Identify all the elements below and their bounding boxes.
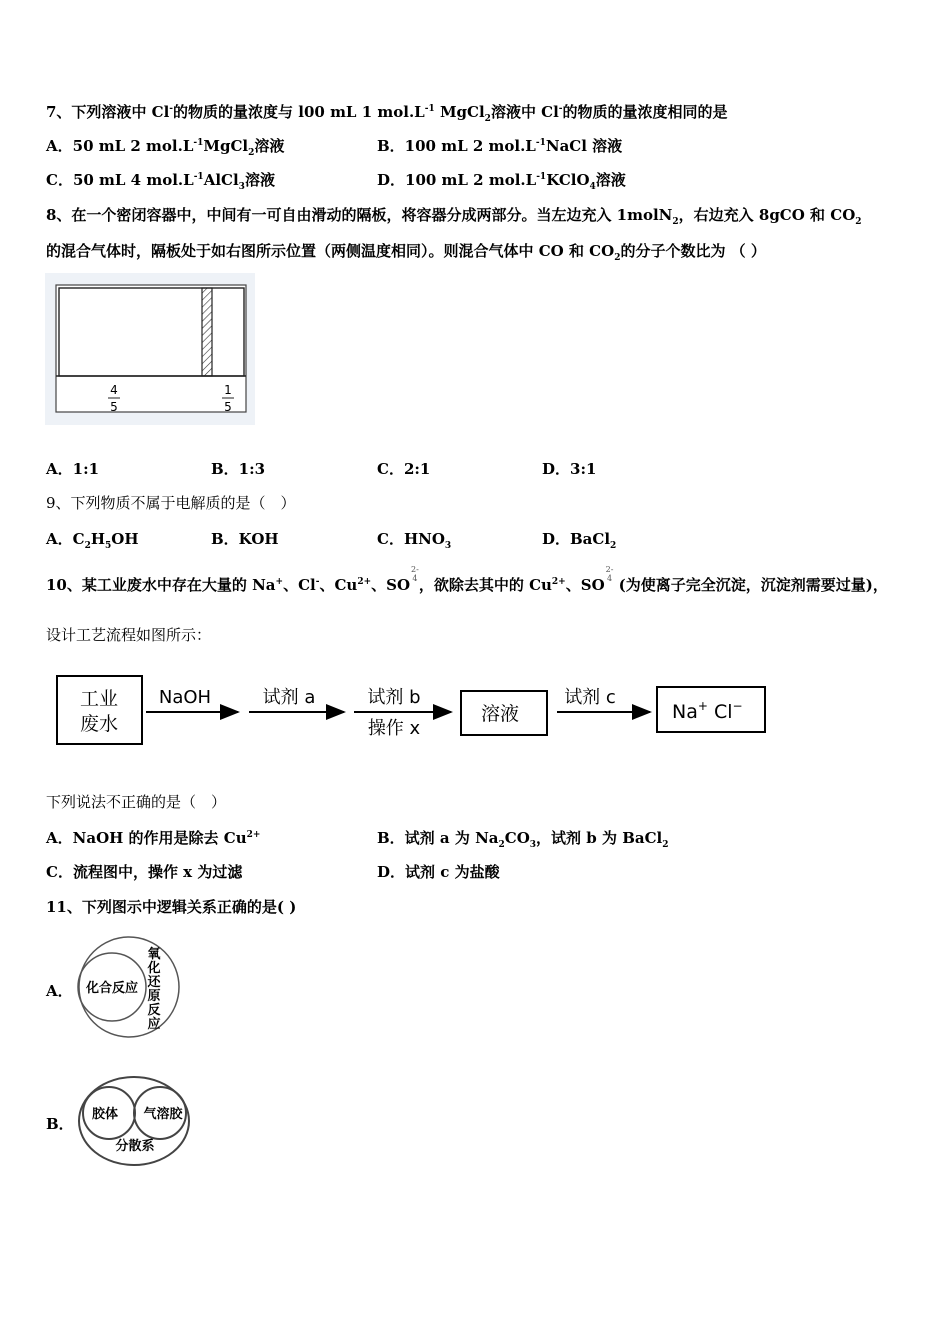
q9-option-d: D．BaCl$_2$ (542, 530, 617, 551)
venn-diagram-redox (74, 934, 186, 1040)
q8-option-b: B．1:3 (211, 460, 266, 478)
flow-box-product-label: Na+ Cl− (672, 699, 743, 723)
right-fraction-denominator: 5 (224, 400, 232, 414)
process-flow-diagram (54, 670, 770, 750)
svg-text:应: 应 (147, 1017, 161, 1032)
q7-option-b: B．100 mL 2 $mol.L^{-1}NaCl$ 溶液 (377, 137, 623, 155)
flow-box-wastewater-line2: 废水 (79, 713, 119, 735)
q10-option-c: C．流程图中，操作 x 为过滤 (46, 863, 243, 881)
label-dispersion-system: 分散系 (115, 1139, 155, 1154)
svg-text:氧: 氧 (147, 947, 161, 962)
q10-option-d: D．试剂 c 为盐酸 (377, 863, 500, 881)
svg-text:化: 化 (147, 961, 161, 976)
flow-label-reagent-b: 试剂 b (367, 687, 421, 708)
svg-text:还: 还 (147, 975, 161, 990)
q7-option-a: A．50 mL 2 $mol.L^{-1}MgCl_2$溶液 (46, 137, 285, 158)
flow-label-operation-x: 操作 x (367, 718, 421, 739)
q8-option-d: D．3:1 (542, 460, 597, 478)
right-fraction-numerator: 1 (224, 383, 232, 397)
svg-text:原: 原 (147, 989, 161, 1004)
q9-stem: 9、下列物质不属于电解质的是（ ） (46, 494, 296, 512)
q8-option-a: A．1:1 (46, 460, 100, 478)
flow-box-solution-label: 溶液 (480, 703, 520, 725)
q10-stem: 10、某工业废水中存在大量的 Na+、Cl-、$Cu^{2+}$、SO2- 4，欲除去其中的 $Cu^{2+}$、SO2- 4 (为使离子完全沉淀，沉淀剂需要过量)， (46, 565, 888, 594)
svg-text:反: 反 (147, 1003, 161, 1018)
q11-option-b-label: B． (46, 1115, 74, 1133)
flow-label-reagent-c: 试剂 c (564, 687, 616, 708)
left-fraction-denominator: 5 (110, 400, 118, 414)
label-combination-reaction: 化合反应 (85, 981, 139, 996)
q8-stem-line1: 8、在一个密闭容器中，中间有一可自由滑动的隔板，将容器分成两部分。当左边充入 1molN$_2$，右边充入 8gCO 和 $CO_2$ (46, 206, 862, 227)
q11-option-a-label: A． (46, 982, 73, 1000)
q7-option-c: C．50 mL 4 $mol.L^{-1}AlCl_3$溶液 (46, 171, 275, 192)
q9-option-b: B．KOH (211, 530, 279, 548)
q9-option-a: A．$C_2H_5OH$ (46, 530, 139, 551)
q8-stem-line2: 的混合气体时，隔板处于如右图所示位置（两侧温度相同）。则混合气体中 CO 和 $CO_2$的分子个数比为 （ ） (46, 242, 766, 263)
q7-stem: 7、下列溶液中 Cl-的物质的量浓度与 l00 mL 1 $mol.L^{-1}$ MgCl$_2$溶液中 Cl-的物质的量浓度相同的是 (46, 103, 728, 124)
flow-label-reagent-a: 试剂 a (262, 687, 316, 708)
label-aerosol: 气溶胶 (143, 1107, 183, 1122)
q8-option-c: C．2:1 (377, 460, 431, 478)
container-outline (59, 288, 244, 376)
q10-option-a: A．NaOH 的作用是除去 $Cu^{2+}$ (46, 829, 261, 847)
q9-option-c: C．$HNO_3$ (377, 530, 452, 551)
q7-option-d: D．100 mL 2 $mol.L^{-1}KClO_4$溶液 (377, 171, 626, 192)
container-partition-figure (45, 273, 255, 425)
q11-stem: 11、下列图示中逻辑关系正确的是( ) (46, 898, 297, 916)
q10-stem-line2: 设计工艺流程如图所示： (46, 626, 212, 644)
flow-label-naoh: NaOH (158, 687, 212, 708)
label-redox-reaction (146, 946, 161, 1032)
label-colloid: 胶体 (91, 1107, 119, 1122)
partition (202, 288, 212, 376)
left-fraction-numerator: 4 (110, 383, 118, 397)
q10-question: 下列说法不正确的是（ ） (46, 793, 227, 811)
flow-box-wastewater-line1: 工业 (79, 688, 119, 710)
venn-diagram-dispersion (74, 1072, 196, 1170)
q10-option-b: B．试剂 a 为 $Na_2CO_3$，试剂 b 为 BaCl$_2$ (377, 829, 669, 850)
